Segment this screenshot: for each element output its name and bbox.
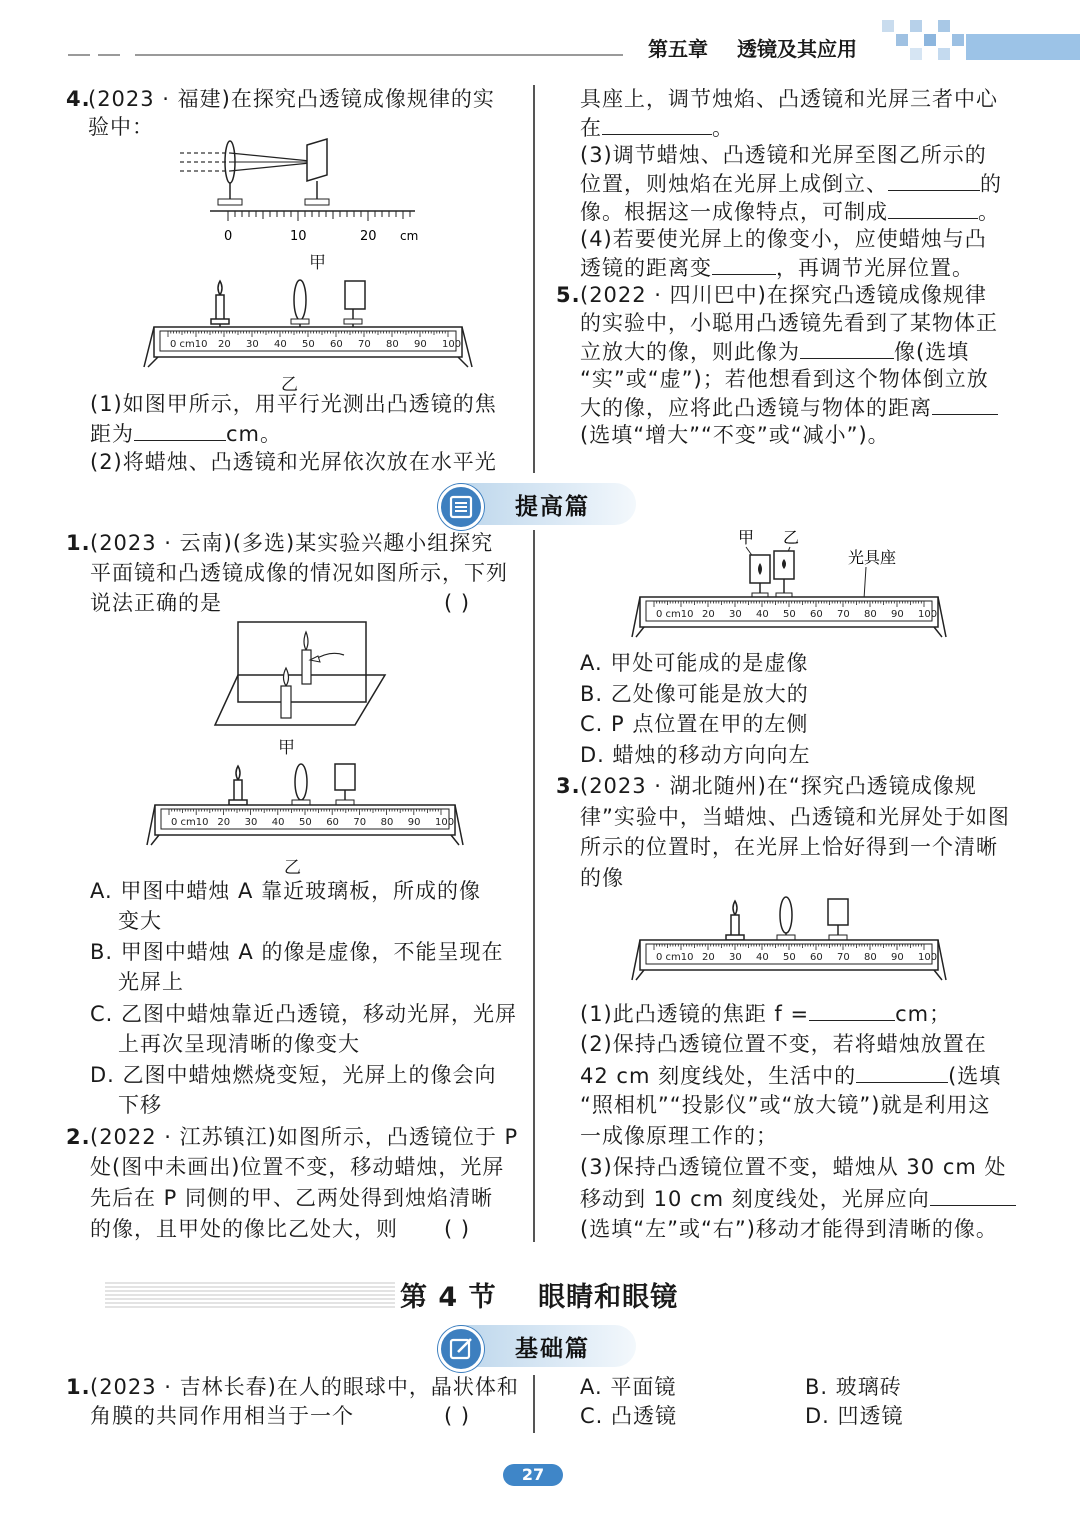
q4-number: 4. [66, 87, 91, 111]
adv-q3-part2-line1: (2)保持凸透镜位置不变，若将蜡烛放置在 [580, 1032, 987, 1056]
section4-title-rule [105, 1282, 395, 1310]
adv-q2-option-a[interactable]: A. 甲处可能成的是虚像 [580, 651, 809, 675]
ruler-label: 70 [358, 339, 371, 350]
q4-part3-end: 。 [978, 200, 1000, 224]
ruler-label: 100 [435, 817, 455, 828]
adv-q3-line4: 的像 [580, 866, 624, 890]
adv-q2-line1: (2022 · 江苏镇江)如图所示，凸透镜位于 P [90, 1125, 519, 1149]
adv-q1-option-c-line2: 上再次呈现清晰的像变大 [118, 1032, 360, 1056]
q4-jia-tick-unit: cm [400, 229, 419, 243]
ruler-label: 20 [702, 609, 715, 620]
q5-line3-end: 像(选填 [894, 340, 970, 364]
q4-part2-blank[interactable] [602, 112, 712, 135]
q5-line1: (2022 · 四川巴中)在探究凸透镜成像规律 [580, 283, 987, 307]
page-number: 27 [521, 1465, 545, 1484]
adv-q3-part1-unit: cm； [895, 1002, 952, 1026]
fig-label-jia: 甲 [738, 528, 755, 547]
header-chapter-title: 透镜及其应用 [737, 37, 857, 61]
adv-q3-figure [628, 893, 948, 993]
q4-part3-de: 的 [980, 172, 1002, 196]
column-divider-top [533, 85, 535, 473]
ruler-label: 50 [783, 609, 796, 620]
ruler-label: 40 [756, 609, 769, 620]
ruler-label: 30 [729, 609, 742, 620]
adv-q1-line2: 平面镜和凸透镜成像的情况如图所示，下列 [90, 561, 508, 585]
list-icon [441, 487, 481, 527]
adv-q1-number: 1. [66, 531, 91, 555]
adv-q3-number: 3. [556, 774, 581, 798]
q4-part1-label: 距为 [90, 422, 134, 446]
adv-q3-part1-label: (1)此凸透镜的焦距 f = [580, 1002, 810, 1026]
q4-part3-label: 位置，则烛焰在光屏上成倒立、 [580, 172, 888, 196]
adv-q3-line1: (2023 · 湖北随州)在“探究凸透镜成像规 [580, 774, 977, 798]
ruler-label: 40 [271, 817, 285, 828]
section-advanced-icon [438, 484, 484, 530]
basic-q1-line2: 角膜的共同作用相当于一个 [90, 1404, 354, 1428]
adv-q2-option-b[interactable]: B. 乙处像可能是放大的 [580, 682, 809, 706]
fig-label-yi: 乙 [783, 528, 800, 547]
adv-q1-line3: 说法正确的是 [90, 591, 222, 615]
q5-line3-label: 立放大的像，则此像为 [580, 340, 800, 364]
adv-q3-part2-line3: “照相机”“投影仪”或“放大镜”)就是利用这 [580, 1093, 991, 1117]
ruler-label: 70 [837, 609, 850, 620]
q4-stem-line2: 验中： [88, 115, 154, 139]
basic-q1-line1: (2023 · 吉林长春)在人的眼球中，晶状体和 [90, 1375, 519, 1399]
q4-part2-line1: (2)将蜡烛、凸透镜和光屏依次放在水平光 [90, 450, 497, 474]
basic-q1-number: 1. [66, 1375, 91, 1399]
adv-q1-option-a-line1[interactable]: A. 甲图中蜡烛 A 靠近玻璃板，所成的像 [90, 879, 482, 903]
adv-q3-part2-hint: (选填 [948, 1064, 1002, 1088]
lens [294, 280, 306, 320]
header-rule [135, 54, 623, 56]
q5-line5-label: 大的像，应将此凸透镜与物体的距离 [580, 396, 932, 420]
q4-part1-line1: (1)如图甲所示，用平行光测出凸透镜的焦 [90, 392, 497, 416]
q4-part1-blank[interactable] [134, 418, 226, 441]
candle [211, 281, 229, 329]
q5-line2: 的实验中，小聪用凸透镜先看到了某物体正 [580, 311, 998, 335]
adv-q3-part2-label: 42 cm 刻度线处，生活中的 [580, 1064, 857, 1088]
adv-q2-line4: 的像，且甲处的像比乙处大，则 [90, 1217, 398, 1241]
q4-part2-label: 在 [580, 116, 602, 140]
basic-q1-option-a[interactable]: A. 平面镜 [580, 1375, 677, 1399]
q4-part4-label: 透镜的距离变 [580, 256, 712, 280]
ruler-label: 30 [729, 952, 742, 963]
basic-q1-option-d[interactable]: D. 凹透镜 [805, 1404, 904, 1428]
q4-part4-line1: (4)若要使光屏上的像变小，应使蜡烛与凸 [580, 227, 987, 251]
q4-part4-blank[interactable] [712, 252, 776, 275]
ruler-label: 50 [783, 952, 796, 963]
adv-q3-part3-line2 [580, 1183, 1016, 1215]
adv-q2-line2: 处(图中未画出)位置不变，移动蜡烛，光屏 [90, 1155, 505, 1179]
section4-title: 第 4 节 眼睛和眼镜 [400, 1282, 679, 1313]
q4-part1-unit: cm。 [226, 422, 283, 446]
ruler-label: 70 [837, 952, 850, 963]
q4-part1-line2 [90, 418, 282, 450]
adv-q1-figure-jia-caption: 甲 [278, 738, 295, 758]
header-rule-short-1 [68, 54, 90, 56]
ruler-label: 100 [918, 609, 938, 620]
q5-line6: (选填“增大”“不变”或“减小”)。 [580, 423, 890, 447]
q5-line4: “实”或“虚”)；若他想看到这个物体倒立放 [580, 367, 989, 391]
q4-part3-line1: (3)调节蜡烛、凸透镜和光屏至图乙所示的 [580, 143, 987, 167]
q4-jia-tick-10: 10 [290, 229, 307, 244]
q4-part3-blank-1[interactable] [888, 168, 980, 191]
adv-q1-option-d-line2: 下移 [118, 1093, 162, 1117]
adv-q1-option-b-line2: 光屏上 [118, 970, 184, 994]
ruler-label: 70 [353, 817, 367, 828]
ruler-label: 60 [810, 609, 823, 620]
ruler-label: 90 [407, 817, 421, 828]
q4-stem-line1: (2023 · 福建)在探究凸透镜成像规律的实 [88, 87, 495, 111]
ruler-label: 100 [918, 952, 938, 963]
adv-q1-option-c-line1[interactable]: C. 乙图中蜡烛靠近凸透镜，移动光屏，光屏 [90, 1002, 518, 1026]
adv-q3-part2-blank[interactable] [856, 1060, 948, 1083]
q4-figure-jia-caption: 甲 [309, 253, 326, 273]
ruler-label: 30 [246, 339, 259, 350]
adv-q1-figure-jia [210, 620, 395, 730]
ruler-label: 90 [891, 952, 904, 963]
adv-q2-line3: 先后在 P 同侧的甲、乙两处得到烛焰清晰 [90, 1186, 494, 1210]
adv-q1-line1: (2023 · 云南)(多选)某实验兴趣小组探究 [90, 531, 494, 555]
header-chapter: 第五章 [648, 37, 708, 61]
ruler-label: 0 cm10 [170, 339, 208, 350]
column-divider-bottom [533, 1375, 535, 1433]
fig-label-bench: 光具座 [848, 548, 897, 567]
screen [345, 281, 365, 309]
ruler-label: 20 [217, 817, 231, 828]
q4-figure-yi-caption: 乙 [281, 375, 298, 395]
ruler-label: 20 [218, 339, 231, 350]
adv-q1-figure-yi [145, 760, 465, 855]
ruler-label: 50 [302, 339, 315, 350]
q5-blank-2[interactable] [932, 392, 998, 415]
adv-q3-line2: 律”实验中，当蜡烛、凸透镜和光屏处于如图 [580, 805, 1010, 829]
q4-part3-blank-2[interactable] [888, 196, 978, 219]
adv-q3-part2-line4: 一成像原理工作的； [580, 1124, 778, 1148]
q5-blank-1[interactable] [800, 336, 894, 359]
adv-q1-option-b-line1[interactable]: B. 甲图中蜡烛 A 的像是虚像，不能呈现在 [90, 940, 504, 964]
column-divider-middle [533, 530, 535, 1242]
ruler-label: 60 [330, 339, 343, 350]
ruler-label: 80 [864, 952, 877, 963]
basic-q1-option-b[interactable]: B. 玻璃砖 [805, 1375, 902, 1399]
adv-q3-part3-line3: (选填“左”或“右”)移动才能得到清晰的像。 [580, 1217, 998, 1241]
basic-q1-answer-paren[interactable]: ( ) [444, 1404, 471, 1428]
q4-part2-end: 。 [712, 116, 734, 140]
adv-q3-part3-blank[interactable] [930, 1183, 1016, 1206]
adv-q3-part3-label: 移动到 10 cm 刻度线处，光屏应向 [580, 1187, 930, 1211]
ruler-label: 0 cm10 [171, 817, 209, 828]
adv-q1-figure-yi-caption: 乙 [284, 858, 301, 878]
section-basic-label: 基础篇 [515, 1336, 590, 1362]
ruler-label: 0 cm10 [656, 952, 694, 963]
q5-number: 5. [556, 283, 581, 307]
ruler-label: 40 [274, 339, 287, 350]
ruler-label: 80 [380, 817, 394, 828]
ruler-label: 50 [299, 817, 312, 828]
adv-q1-option-d-line1[interactable]: D. 乙图中蜡烛燃烧变短，光屏上的像会向 [90, 1063, 497, 1087]
q4-part4-end: ，再调节光屏位置。 [776, 256, 974, 280]
q4-jia-tick-20: 20 [360, 229, 377, 244]
ruler-label: 100 [442, 339, 462, 350]
q4-part2-line2: 具座上，调节烛焰、凸透镜和光屏三者中心 [580, 87, 998, 111]
ruler-label: 20 [702, 952, 715, 963]
adv-q2-option-d[interactable]: D. 蜡烛的移动方向向左 [580, 743, 811, 767]
section-basic-icon [438, 1326, 484, 1372]
q4-jia-tick-0: 0 [224, 229, 233, 244]
ruler-label: 60 [326, 817, 339, 828]
ruler-label: 80 [864, 609, 877, 620]
adv-q3-line3: 所示的位置时，在光屏上恰好得到一个清晰 [580, 835, 998, 859]
adv-q2-option-c[interactable]: C. P 点位置在甲的左侧 [580, 712, 809, 736]
basic-q1-option-c[interactable]: C. 凸透镜 [580, 1404, 678, 1428]
adv-q1-answer-paren[interactable]: ( ) [444, 591, 471, 615]
adv-q3-part1-blank[interactable] [809, 998, 895, 1021]
edit-icon [441, 1329, 481, 1369]
ruler-label: 0 cm10 [656, 609, 694, 620]
header-pixel-decoration [882, 20, 1080, 64]
ruler-label: 30 [244, 817, 258, 828]
adv-q1-option-a-line2: 变大 [118, 909, 162, 933]
adv-q2-answer-paren[interactable]: ( ) [444, 1217, 471, 1241]
ruler-label: 40 [756, 952, 769, 963]
adv-q3-part2-line2 [580, 1060, 1001, 1092]
adv-q3-part1 [580, 998, 951, 1030]
ruler-label: 80 [386, 339, 399, 350]
q4-part3-label-2: 像。根据这一成像特点，可制成 [580, 200, 888, 224]
header-rule-short-2 [98, 54, 120, 56]
q4-figure-jia [170, 135, 430, 250]
adv-q2-figure [628, 525, 948, 647]
adv-q3-part3-line1: (3)保持凸透镜位置不变，蜡烛从 30 cm 处 [580, 1155, 1007, 1179]
section-advanced-label: 提高篇 [515, 494, 590, 520]
adv-q2-number: 2. [66, 1125, 91, 1149]
q4-figure-yi [140, 275, 475, 375]
ruler-label: 90 [414, 339, 427, 350]
ruler-label: 60 [810, 952, 823, 963]
ruler-label: 90 [891, 609, 904, 620]
